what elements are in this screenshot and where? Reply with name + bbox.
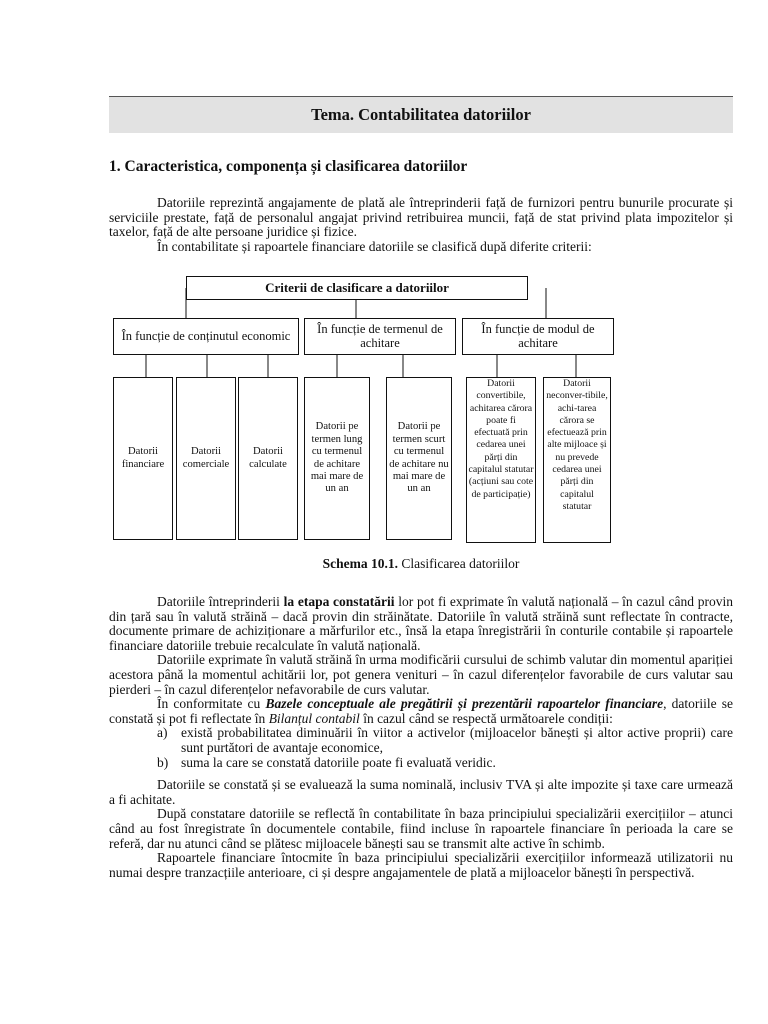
p1-text-c: lor pot fi exprimate în valută națională – în cazul când provin din țară sau în valută străină – dacă provin din străinătate. Datoriile în valută străină sunt reflectate în contracte, documente primare de achiziționare a mărfurilor etc., însă la etapa înregistrării în conturile contabile și rapoartele financiare datoriile trebuie recalculate în valută națională.	[109, 594, 733, 653]
diagram-leaf-short-term: Datorii pe termen scurt cu termenul de achitare nu mai mare de un an	[386, 377, 452, 540]
diagram-category-mode: În funcție de modul de achitare	[462, 318, 614, 355]
diagram-caption	[109, 556, 733, 572]
caption-label: Schema 10.1.	[322, 556, 398, 571]
section-heading: 1. Caracteristica, componența și clasificarea datoriilor	[109, 158, 468, 175]
diagram-category-economic: În funcție de conținutul economic	[113, 318, 299, 355]
diagram-leaf-nonconvertible: Datorii neconver-tibile, achi-tarea cărora se efectuează prin alte mijloace și nu prevede cedarea unei părți din capitalul statutar	[543, 377, 611, 543]
paragraph-specialization: După constatare datoriile se reflectă în contabilitate în baza principiului specializării exercițiilor – atunci când au fost înregistrate în documentele contabile, fiind incluse în rapoartele financiare în perioada la care se referă, dar nu atunci când se plătesc mijloacele bănești sau se transmit alte active în schimb.	[109, 806, 733, 851]
list-item	[109, 726, 733, 755]
p1-bold: la etapa constatării	[283, 594, 395, 609]
paragraph-nominal: Datoriile se constată și se evaluează la suma nominală, inclusiv TVA și alte impozite și taxe care urmează a fi achitate.	[109, 777, 733, 807]
page-title: Tema. Contabilitatea datoriilor	[109, 96, 733, 133]
list-item	[109, 756, 733, 771]
p3-text-a: În conformitate cu	[157, 696, 266, 712]
list-text: suma la care se constată datoriile poate fi evaluată veridic.	[181, 754, 496, 770]
list-label: a)	[157, 725, 168, 741]
diagram-category-term: În funcție de termenul de achitare	[304, 318, 456, 355]
intro-block	[109, 196, 733, 254]
intro-paragraph: Datoriile reprezintă angajamente de plată ale întreprinderii față de furnizori pentru bunurile procurate și serviciile prestate, față de personalul angajat privind retribuirea muncii, față de stat privind plata impozitelor și taxelor, față de alte persoane juridice și fizice.	[109, 195, 733, 240]
diagram-leaf-convertible: Datorii convertibile, achitarea cărora poate fi efectuată prin cedarea unei părți din capitalul statutar (acțiuni sau cote de participație)	[466, 377, 536, 543]
caption-text: Clasificarea datoriilor	[397, 556, 520, 571]
p3-italic: Bilanțul contabil	[268, 710, 360, 726]
p3-text-c: , datoriile se constată și pot fi reflectate în	[109, 696, 733, 726]
list-label: b)	[157, 754, 169, 770]
paragraph-valuta	[109, 595, 733, 653]
p3-bold-italic: Bazele conceptuale ale pregătirii și prezentării rapoartelor financiare	[265, 696, 664, 712]
body-block	[109, 595, 733, 880]
diagram-leaf-commercial: Datorii comerciale	[176, 377, 236, 540]
diagram-leaf-financial: Datorii financiare	[113, 377, 173, 540]
paragraph-reports: Rapoartele financiare întocmite în baza principiului specializării exercițiilor informează utilizatorii nu numai despre tranzacțiile anterioare, ci și despre angajamentele de plată a mijloacelor bănești în perspectivă.	[109, 850, 733, 880]
diagram-root-box: Criterii de clasificare a datoriilor	[186, 276, 528, 300]
paragraph-exchange: Datoriile exprimate în valută străină în urma modificării cursului de schimb valutar din momentul apariției acestora până la momentul achitării lor, pot genera venituri – în cazul diferențelor favorabile de curs valutar sau pierderi – în cazul diferențelor nefavorabile de curs valutar.	[109, 652, 733, 697]
list-text: există probabilitatea diminuării în viitor a activelor (mijloacelor bănești și altor active proprii) care sunt purtători de avantaje economice,	[181, 725, 733, 755]
diagram-leaf-calculated: Datorii calculate	[238, 377, 298, 540]
diagram-leaf-long-term: Datorii pe termen lung cu termenul de achitare mai mare de un an	[304, 377, 370, 540]
p1-text-a: Datoriile întreprinderii	[157, 594, 284, 609]
p3-text-e: în cazul când se respectă următoarele condiții:	[359, 710, 613, 726]
paragraph-conditions	[109, 697, 733, 726]
conditions-list	[109, 726, 733, 770]
intro-criteria-line: În contabilitate și rapoartele financiare datoriile se clasifică după diferite criterii:	[157, 238, 592, 254]
